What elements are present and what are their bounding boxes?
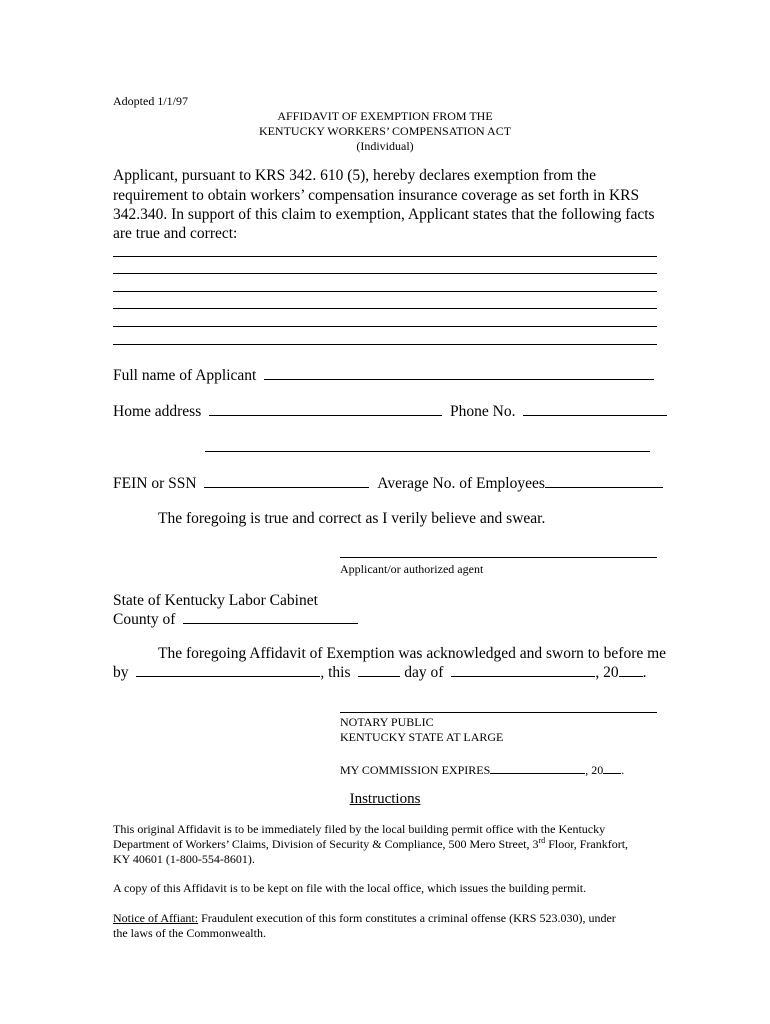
form-subtitle: (Individual)	[356, 139, 414, 153]
adopted-date: Adopted 1/1/97	[113, 94, 188, 108]
intro-line1: Applicant, pursuant to KRS 342. 610 (5), hereby declares exemption from the	[113, 167, 596, 184]
home-address-field[interactable]	[209, 401, 442, 416]
state-line: State of Kentucky Labor Cabinet	[113, 592, 318, 609]
commission-period: .	[621, 763, 625, 777]
fein-employees-row	[113, 473, 663, 494]
intro-line3: 342.340. In support of this claim to exemption, Applicant states that the following facts	[113, 206, 655, 223]
home-address-label: Home address	[113, 403, 202, 420]
form-title-line1: AFFIDAVIT OF EXEMPTION FROM THE	[277, 109, 493, 123]
facts-line[interactable]	[113, 344, 657, 345]
facts-line[interactable]	[113, 308, 657, 309]
notice-line1	[113, 911, 616, 926]
instructions-para2: A copy of this Affidavit is to be kept on file with the local office, which issues the building permit.	[113, 881, 587, 895]
county-label: County of	[113, 611, 176, 628]
phone-field[interactable]	[523, 401, 667, 416]
address-text-cont: Floor, Frankfort,	[545, 837, 629, 851]
month-field[interactable]	[451, 662, 595, 677]
notice-label: Notice of Affiant:	[113, 911, 199, 925]
commission-label: MY COMMISSION EXPIRES	[340, 763, 491, 777]
county-row	[113, 609, 358, 630]
acknowledgment-line2	[113, 662, 646, 683]
home-address-line2-field[interactable]	[205, 451, 650, 452]
this-label: , this	[320, 664, 351, 681]
ordinal-suffix: rd	[538, 836, 546, 845]
day-of-label: day of	[404, 664, 444, 681]
instructions-para1-line1: This original Affidavit is to be immediately filed by the local building permit office with the Kentucky	[113, 822, 606, 836]
notice-text: Fraudulent execution of this form constitutes a criminal offense (KRS 523.030), under	[198, 911, 616, 925]
facts-line[interactable]	[113, 326, 657, 327]
full-name-field[interactable]	[264, 365, 654, 380]
facts-line[interactable]	[113, 291, 657, 292]
notary-state-label: KENTUCKY STATE AT LARGE	[340, 730, 504, 744]
commission-year-field[interactable]	[603, 761, 621, 774]
form-title-line2: KENTUCKY WORKERS’ COMPENSATION ACT	[258, 124, 512, 138]
year-field[interactable]	[619, 662, 643, 677]
notary-signature-line[interactable]	[340, 712, 657, 713]
facts-line[interactable]	[113, 273, 657, 274]
period: .	[642, 664, 647, 681]
day-field[interactable]	[358, 662, 400, 677]
intro-line4: are true and correct:	[113, 225, 238, 242]
notary-public-label: NOTARY PUBLIC	[340, 715, 434, 729]
sworn-by-field[interactable]	[136, 662, 320, 677]
facts-line[interactable]	[113, 256, 657, 257]
instructions-heading: Instructions	[349, 791, 421, 807]
oath-statement: The foregoing is true and correct as I verily believe and swear.	[158, 510, 546, 527]
full-name-label: Full name of Applicant	[113, 367, 257, 384]
year-prefix: , 20	[595, 664, 619, 681]
commission-year-prefix: , 20	[585, 763, 604, 777]
instructions-para1-line2	[113, 837, 628, 852]
instructions-heading-wrap	[0, 790, 770, 808]
acknowledgment-line1: The foregoing Affidavit of Exemption was acknowledged and sworn to before me	[158, 645, 667, 662]
intro-line2: requirement to obtain workers’ compensation insurance coverage as set forth in KRS	[113, 187, 640, 204]
address-phone-row	[113, 401, 667, 422]
commission-date-field[interactable]	[490, 761, 585, 774]
county-field[interactable]	[183, 609, 358, 624]
employees-field[interactable]	[545, 473, 663, 488]
notice-line2: the laws of the Commonwealth.	[113, 926, 266, 940]
signature-label: Applicant/or authorized agent	[340, 562, 484, 576]
phone-label: Phone No.	[450, 403, 516, 420]
employees-label: Average No. of Employees	[377, 475, 545, 492]
by-label: by	[113, 664, 129, 681]
fein-ssn-field[interactable]	[204, 473, 369, 488]
signature-line[interactable]	[340, 557, 657, 558]
instructions-para1-line3: KY 40601 (1-800-554-8601).	[113, 852, 255, 866]
fein-ssn-label: FEIN or SSN	[113, 475, 197, 492]
address-text: Department of Workers’ Claims, Division of Security & Compliance, 500 Mero Street, 3	[113, 837, 539, 851]
full-name-row	[113, 365, 654, 386]
commission-row	[340, 761, 624, 778]
